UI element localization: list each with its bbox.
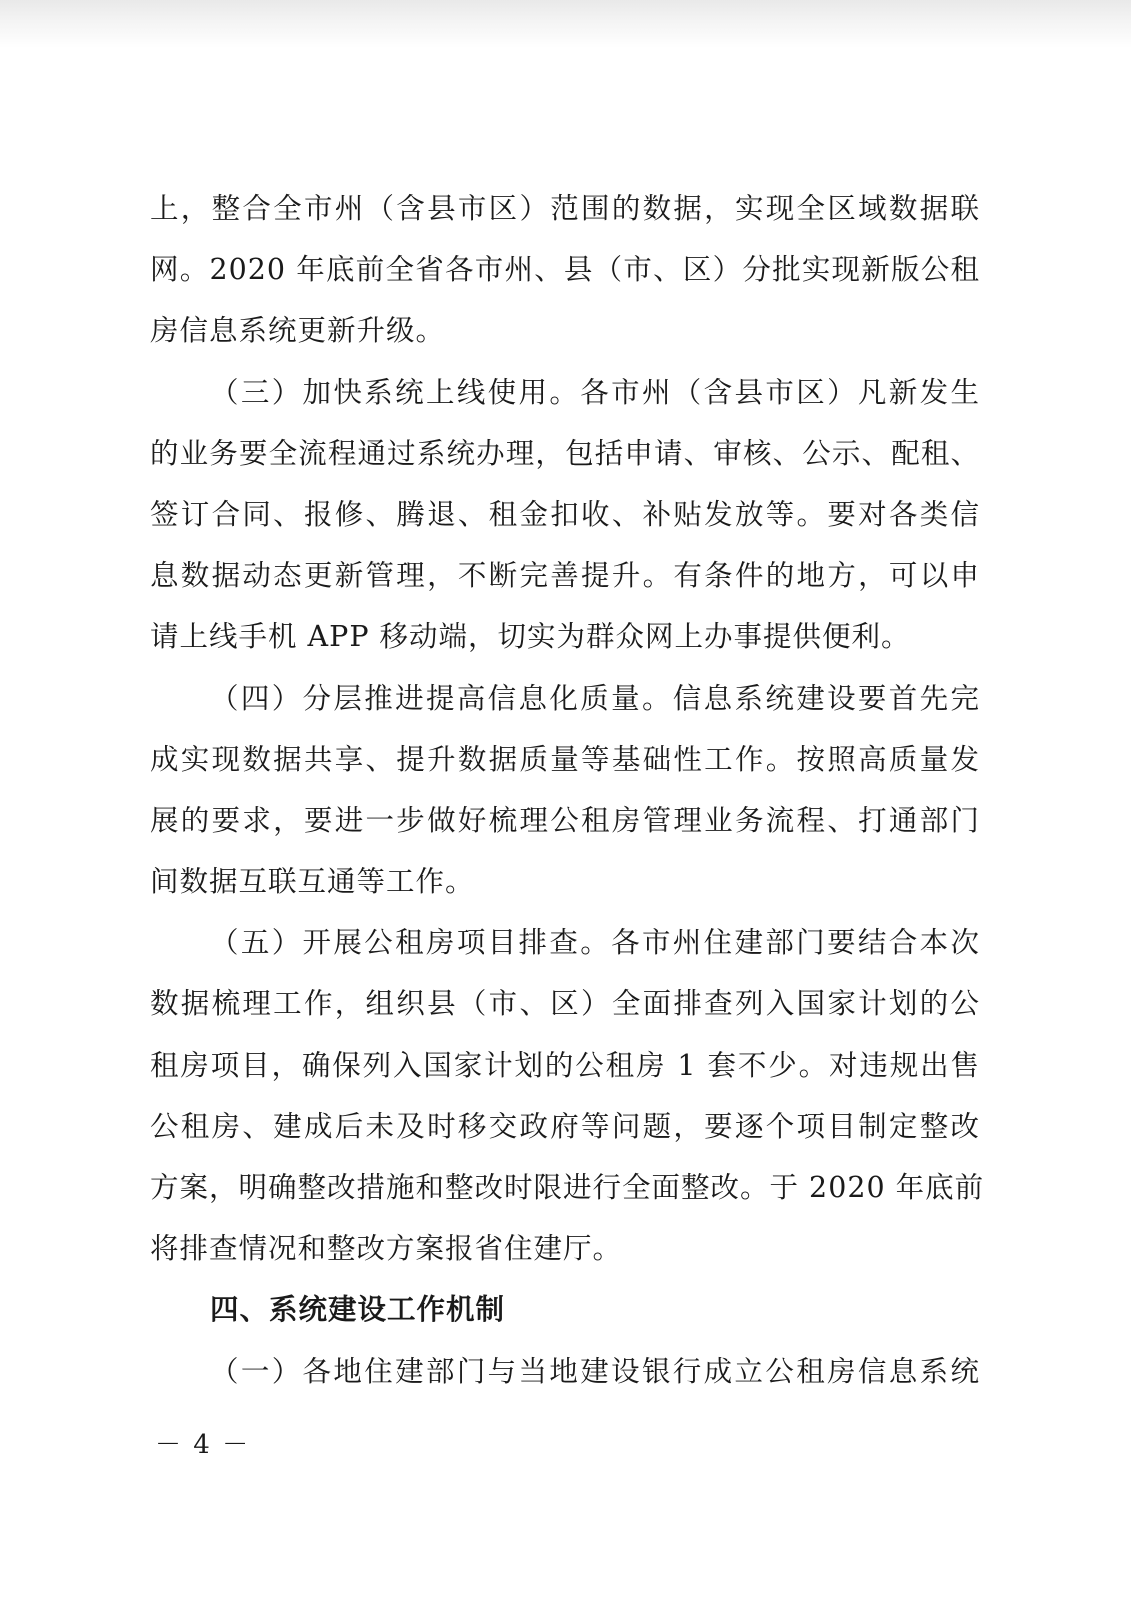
page-number: － 4 － <box>155 1430 251 1460</box>
text-line: 房信息系统更新升级。 <box>150 314 446 348</box>
text-line: 息数据动态更新管理，不断完善提升。有条件的地方，可以申 <box>150 559 980 593</box>
text-line: 公租房、建成后未及时移交政府等问题，要逐个项目制定整改 <box>150 1109 980 1143</box>
text-line: （五）开展公租房项目排查。各市州住建部门要结合本次 <box>210 926 980 960</box>
paragraph <box>150 178 980 362</box>
paragraph <box>150 1341 980 1402</box>
paragraph <box>150 668 980 913</box>
text-line: 网。2020 年底前全省各市州、县（市、区）分批实现新版公租 <box>150 253 980 287</box>
text-line: 的业务要全流程通过系统办理，包括申请、审核、公示、配租、 <box>150 436 980 470</box>
text-line: 租房项目，确保列入国家计划的公租房 1 套不少。对违规出售 <box>150 1048 980 1082</box>
text-line: 数据梳理工作，组织县（市、区）全面排查列入国家计划的公 <box>150 987 980 1021</box>
text-line: 请上线手机 APP 移动端，切实为群众网上办事提供便利。 <box>150 620 911 654</box>
document-body <box>150 178 985 1402</box>
heading-text: 四、系统建设工作机制 <box>210 1293 506 1327</box>
scan-top-edge <box>0 0 1131 48</box>
section-heading <box>150 1279 980 1340</box>
text-line: （三）加快系统上线使用。各市州（含县市区）凡新发生 <box>210 375 980 409</box>
text-line: 间数据互联互通等工作。 <box>150 865 475 899</box>
text-line: （四）分层推进提高信息化质量。信息系统建设要首先完 <box>210 681 980 715</box>
text-line: 签订合同、报修、腾退、租金扣收、补贴发放等。要对各类信 <box>150 497 980 531</box>
text-line: 成实现数据共享、提升数据质量等基础性工作。按照高质量发 <box>150 742 980 776</box>
text-line: 方案，明确整改措施和整改时限进行全面整改。于 2020 年底前 <box>150 1171 985 1204</box>
text-line: 上，整合全市州（含县市区）范围的数据，实现全区域数据联 <box>150 192 980 225</box>
text-line: （一）各地住建部门与当地建设银行成立公租房信息系统 <box>210 1354 980 1388</box>
paragraph <box>150 362 980 668</box>
text-line: 展的要求，要进一步做好梳理公租房管理业务流程、打通部门 <box>150 803 980 837</box>
text-line: 将排查情况和整改方案报省住建厅。 <box>150 1232 623 1266</box>
paragraph <box>150 912 985 1279</box>
